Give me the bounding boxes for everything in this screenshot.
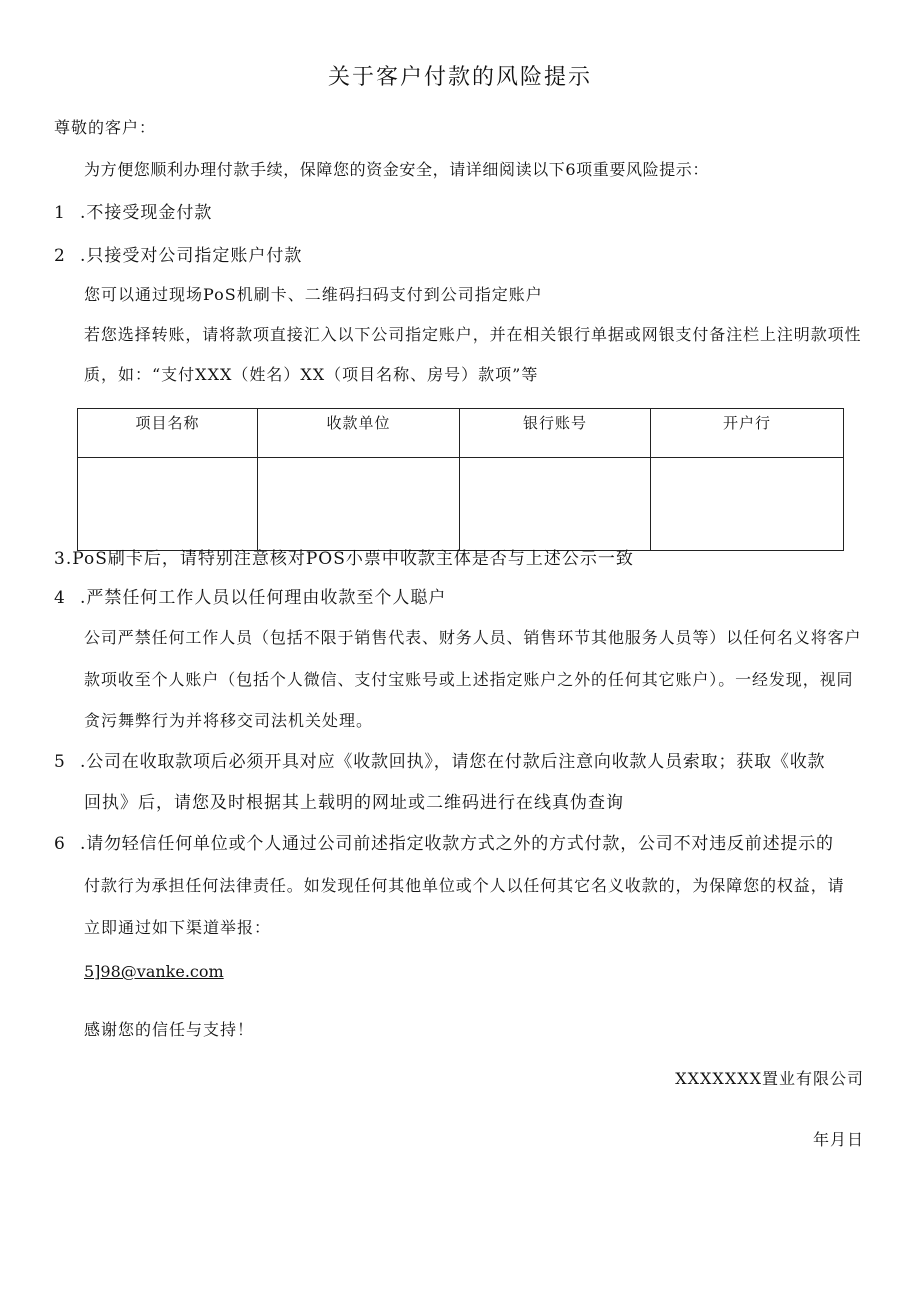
- item-2: [54, 246, 302, 266]
- header-payee: 收款单位: [258, 409, 460, 458]
- signature-date: 年月日: [812, 1130, 864, 1149]
- item-4: [54, 588, 446, 608]
- item-6-line2: 付款行为承担任何法律责任。如发现任何其他单位或个人以任何其它名义收款的，为保障您的权益，请: [84, 876, 845, 895]
- item-1-number: 1: [54, 203, 66, 223]
- item-5: [54, 752, 825, 772]
- header-opening-bank: 开户行: [651, 409, 844, 458]
- company-signature: XXXXXXX置业有限公司: [675, 1069, 864, 1088]
- item-4-line2: 款项收至个人账户（包括个人微信、支付宝账号或上述指定账户之外的任何其它账户）。一经发现，视同: [84, 670, 854, 689]
- item-2-text: .只接受对公司指定账户付款: [80, 246, 303, 266]
- page-title: 关于客户付款的风险提示: [327, 65, 592, 90]
- item-1-text: .不接受现金付款: [80, 203, 213, 223]
- item-4-line3: 贪污舞弊行为并将移交司法机关处理。: [84, 711, 374, 730]
- greeting: 尊敬的客户：: [54, 118, 157, 137]
- item-6-number: 6: [54, 834, 66, 854]
- item-1: [54, 203, 212, 223]
- header-bank-account: 银行账号: [460, 409, 651, 458]
- item-6-line3: 立即通过如下渠道举报：: [84, 918, 272, 937]
- cell-payee: [258, 458, 460, 551]
- header-project-name: 项目名称: [78, 409, 258, 458]
- item-4-line1: 公司严禁任何工作人员（包括不限于销售代表、财务人员、销售环节其他服务人员等）以任何名义将客户: [84, 628, 862, 647]
- cell-opening-bank: [651, 458, 844, 551]
- item-5-text: .公司在收取款项后必须开具对应《收款回执》，请您在付款后注意向收款人员索取；获取《收款: [80, 752, 826, 772]
- account-table-row: [78, 458, 844, 551]
- thanks-note: 感谢您的信任与支持！: [84, 1020, 255, 1039]
- item-4-number: 4: [54, 588, 66, 608]
- item-2-number: 2: [54, 246, 66, 266]
- item-5-line2: 回执》后，请您及时根据其上载明的网址或二维码进行在线真伪查询: [84, 793, 624, 813]
- cell-project-name: [78, 458, 258, 551]
- item-2-pos-note: 您可以通过现场PoS机刷卡、二维码扫码支付到公司指定账户: [84, 285, 543, 304]
- item-3: 3.PoS刷卡后，请特别注意核对POS小票中收款主体是否与上述公示一致: [54, 549, 634, 569]
- account-table: [77, 408, 844, 551]
- report-email-link[interactable]: 5]98@vanke.com: [84, 962, 224, 981]
- intro-paragraph: 为方便您顺利办理付款手续，保障您的资金安全，请详细阅读以下6项重要风险提示：: [84, 160, 709, 179]
- item-5-number: 5: [54, 752, 66, 772]
- item-4-text: .严禁任何工作人员以任何理由收款至个人聪户: [80, 588, 447, 608]
- cell-bank-account: [460, 458, 651, 551]
- item-2-transfer-note-line2: 质，如：“支付XXX（姓名）XX（项目名称、房号）款项”等: [84, 365, 539, 384]
- item-6: [54, 834, 834, 854]
- item-2-transfer-note-line1: 若您选择转账，请将款项直接汇入以下公司指定账户，并在相关银行单据或网银支付备注栏上注明款项性: [84, 325, 862, 344]
- account-table-header-row: [78, 409, 844, 458]
- item-6-text: .请勿轻信任何单位或个人通过公司前述指定收款方式之外的方式付款，公司不对违反前述提示的: [80, 834, 834, 854]
